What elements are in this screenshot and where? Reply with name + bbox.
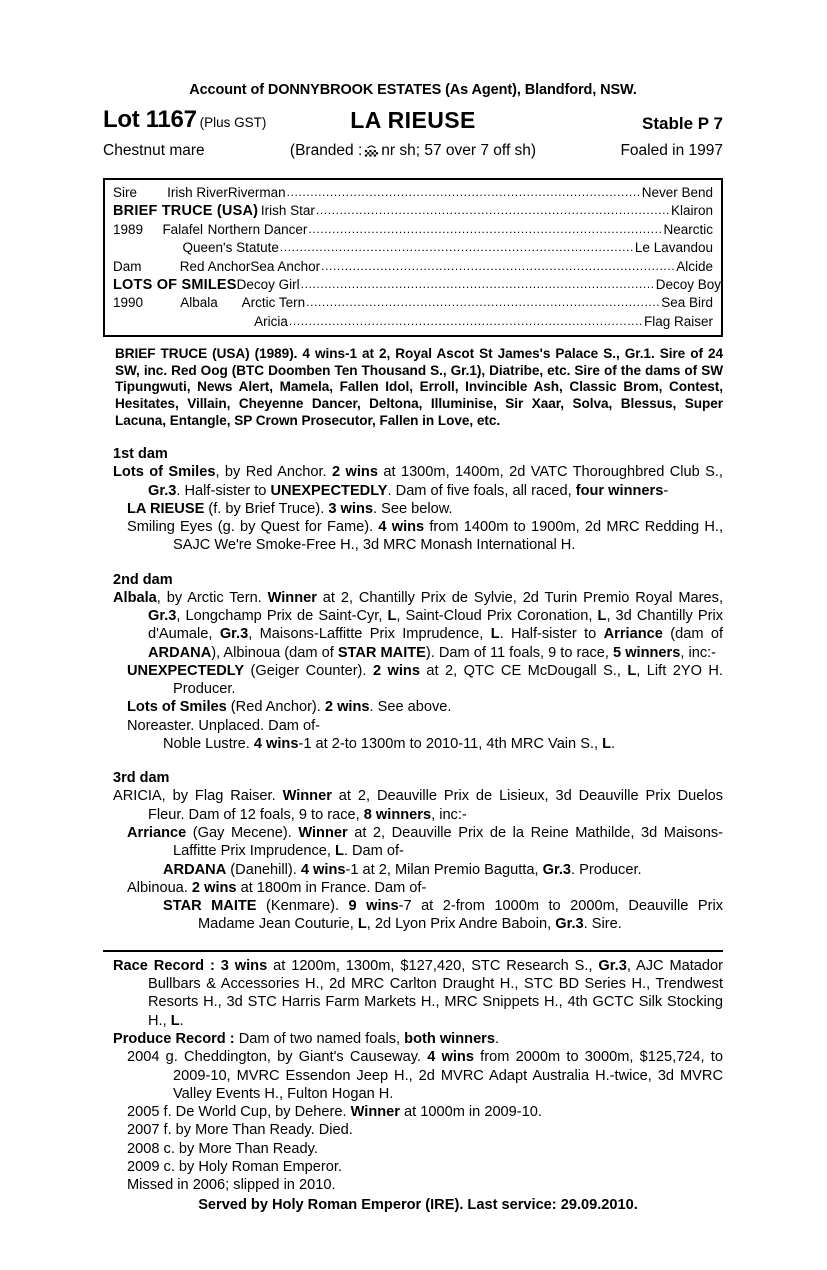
pedigree-great-grandparents [261,202,721,220]
dot-leader: .......................................................................................... [279,240,634,255]
lot-header-row [103,104,723,134]
horse-description-row [103,142,723,166]
pedigree-entry: ARDANA (Danehill). 4 wins-1 at 2, Milan Premio Bagutta, Gr.3. Producer. [163,861,642,878]
catalogue-page [103,0,723,1213]
lot-number: Lot 1167 [103,106,197,133]
pedigree-grandparent [149,239,182,257]
pedigree-entry: Arriance (Gay Mecene). Winner at 2, Deauville Prix de la Reine Mathilde, 3d Maisons-Laffitte Prix Imprudence, L. Dam of- [127,824,724,860]
pedigree-gg-sire: Aricia [254,313,288,329]
pedigree-entry: Albala, by Arctic Tern. Winner at 2, Chantilly Prix de Sylvie, 2d Turin Premio Royal Mares, Gr.3, Longchamp Prix de Saint-Cyr, L, Saint-Cloud Prix Coronation, L, 3d Chantilly Prix d'Aumale, Gr.3, Maisons-Laffitte Prix Imprudence, L. Half-sister to Arriance (dam of ARDANA), Albinoua (dam of STAR MAITE). Dam of 11 foals, 9 to race, 5 winners, inc:- [113,589,724,661]
pedigree-great-grandparents [237,276,729,294]
pedigree-gg-sire: Irish Star [260,203,315,219]
dot-leader: .......................................................................................... [308,221,663,236]
pedigree-gg-sire: Arctic Tern [241,295,306,311]
pedigree-grandparent: Falafel [162,221,203,237]
pedigree-entry: ARICIA, by Flag Raiser. Winner at 2, Deauville Prix de Lisieux, 3d Deauville Prix Duelos Fleur. Dam of 12 foals, 9 to race, 8 winners, inc:- [113,788,723,823]
pedigree-label: 1990 [113,295,144,311]
pedigree-gg-sire: Decoy Girl [236,277,300,293]
pedigree-gg-sire: Riverman [227,185,286,200]
produce-record-block [103,1030,723,1195]
pedigree-row [105,276,721,294]
pedigree-gg-dam: Flag Raiser [643,313,713,329]
produce-record-entry: Produce Record : Dam of two named foals, both winners. [113,1030,500,1047]
brand-prefix: (Branded : [289,142,363,159]
pedigree-label [105,239,149,257]
pedigree-great-grandparents [242,294,721,312]
race-record-block [103,957,723,1030]
pedigree-entry: STAR MAITE (Kenmare). 9 wins-7 at 2-from 1000m to 2000m, Deauville Prix Madame Jean Couturie, L, 2d Lyon Prix Andre Baboin, Gr.3. Sire. [163,898,724,933]
pedigree-entry: Smiling Eyes (g. by Quest for Fame). 4 wins from 1400m to 1900m, 2d MRC Redding H., SAJC We're Smoke-Free H., 3d MRC Monash International H. [127,519,723,554]
pedigree-grandparent: Irish River [167,185,228,200]
pedigree-row [105,313,721,331]
pedigree-gg-dam: Sea Bird [661,295,713,311]
colour-and-sex: Chestnut mare [103,142,205,159]
pedigree-entry: Lots of Smiles, by Red Anchor. 2 wins at 1300m, 1400m, 2d VATC Thoroughbred Club S., Gr.3. Half-sister to UNEXPECTEDLY. Dam of five foals, all raced, four winners- [113,464,723,499]
pedigree-gg-dam: Klairon [670,203,713,219]
second-dam-block [103,589,723,754]
produce-record-entry: 2004 g. Cheddington, by Giant's Causeway. 4 wins from 2000m to 3000m, $125,724, to 2009-10, MVRC Essendon Jeep H., 2d MVRC Adapt Australia H.-twice, 3d MVRC Valley Events H., Fulton Hogan H. [127,1049,723,1102]
account-line: Account of DONNYBROOK ESTATES (As Agent), Blandford, NSW. [189,82,637,98]
pedigree-entry: UNEXPECTEDLY (Geiger Counter). 2 wins at 2, QTC CE McDougall S., L, Lift 2YO H. Producer. [127,662,723,698]
pedigree-label: Sire [113,185,138,200]
dot-leader: .......................................................................................... [300,277,655,292]
race-record-entry: Race Record : 3 wins at 1200m, 1300m, $127,420, STC Research S., Gr.3, AJC Matador Bullbars & Accessories H., 2d MRC Carlton Draught H., STC BD Series H., Trendwest Resorts H., 3d STC Harris Farm Markets H., MRC Snippets H., 4th GCTC Silk Stocking H., L. [113,957,723,1029]
sire-stud-record: BRIEF TRUCE (USA) (1989). 4 wins-1 at 2, Royal Ascot St James's Palace S., Gr.1. Sire of 24 SW, inc. Red Oog (BTC Doomben Ten Thousand S., Gr.1), Diatribe, etc. Sire of the dams of SW Tipungwuti, News Alert, Mamela, Fallen Idol, Erroll, Invincible Ash, Classic Brom, Contest, Hesitates, Villain, Cheyenne Dancer, Deltona, Illuminise, Sir Xaar, Solva, Blessus, Super Lacuna, Entangle, SP Crown Prosecutor, Fallen in Love, etc. [115,346,723,428]
dot-leader: .......................................................................................... [306,295,661,310]
page-title: LA RIEUSE [350,107,476,133]
pedigree-row [105,221,721,239]
foaled-year: Foaled in 1997 [620,142,723,159]
brand-suffix: nr sh; 57 over 7 off sh) [381,142,537,159]
produce-record-entry: 2005 f. De World Cup, by Dehere. Winner at 1000m in 2009-10. [127,1104,542,1121]
pedigree-row [105,294,721,312]
pedigree-parent-name: BRIEF TRUCE (USA) [113,203,259,220]
first-dam-block [103,463,723,554]
dot-leader: .......................................................................................... [321,258,676,273]
pedigree-entry: Noreaster. Unplaced. Dam of- [127,717,321,734]
pedigree-label: Dam [113,258,142,274]
section-heading-3rd-dam: 3rd dam [113,770,170,787]
section-divider [103,950,723,952]
gst-note: (Plus GST) [199,115,267,130]
pedigree-great-grandparents [250,258,721,276]
pedigree-grandparent: Albala [180,295,218,311]
pedigree-table [103,178,723,337]
section-heading-1st-dam: 1st dam [113,446,168,463]
pedigree-gg-sire: Sea Anchor [250,258,321,274]
produce-record-entry: 2007 f. by More Than Ready. Died. [127,1122,353,1139]
stable-label: Stable P 7 [642,114,723,133]
pedigree-gg-dam: Alcide [676,258,713,274]
dot-leader: .......................................................................................... [286,185,641,199]
pedigree-great-grandparents [182,239,721,257]
pedigree-row [105,184,721,202]
pedigree-entry: LA RIEUSE (f. by Brief Truce). 3 wins. See below. [127,500,453,517]
pedigree-entry: Albinoua. 2 wins at 1800m in France. Dam of- [127,879,427,896]
pedigree-great-grandparents [254,313,721,331]
pedigree-grandparent [187,313,254,331]
pedigree-gg-sire: Queen's Statute [182,240,279,256]
pedigree-entry: Lots of Smiles (Red Anchor). 2 wins. See above. [127,699,452,716]
horse-brand-icon [363,142,380,158]
section-heading-2nd-dam: 2nd dam [113,571,173,588]
produce-record-entry: 2008 c. by More Than Ready. [127,1140,318,1157]
third-dam-block [103,787,723,933]
pedigree-gg-sire: Northern Dancer [207,221,308,237]
dot-leader: .......................................................................................... [315,203,670,218]
pedigree-row [105,239,721,257]
pedigree-gg-dam: Nearctic [663,221,713,237]
pedigree-grandparent: Red Anchor [179,258,251,274]
lot-identifier [103,106,266,134]
pedigree-label [105,313,187,331]
brand-description [290,142,536,160]
pedigree-entry: Noble Lustre. 4 wins-1 at 2-to 1300m to 2010-11, 4th MRC Vain S., L. [163,736,616,753]
pedigree-gg-dam: Never Bend [641,185,713,200]
pedigree-great-grandparents [228,184,721,202]
produce-record-entry: 2009 c. by Holy Roman Emperor. [127,1159,342,1176]
pedigree-gg-dam: Decoy Boy [655,277,721,293]
dot-leader: .......................................................................................... [288,313,643,328]
produce-record-entry: Missed in 2006; slipped in 2010. [127,1177,336,1194]
pedigree-gg-dam: Le Lavandou [634,240,713,256]
pedigree-great-grandparents [208,221,721,239]
pedigree-parent-name: LOTS OF SMILES [113,277,237,294]
served-by-line: Served by Holy Roman Emperor (IRE). Last service: 29.09.2010. [198,1196,638,1213]
pedigree-label: 1989 [113,221,144,237]
pedigree-row [105,202,721,220]
pedigree-row [105,258,721,276]
